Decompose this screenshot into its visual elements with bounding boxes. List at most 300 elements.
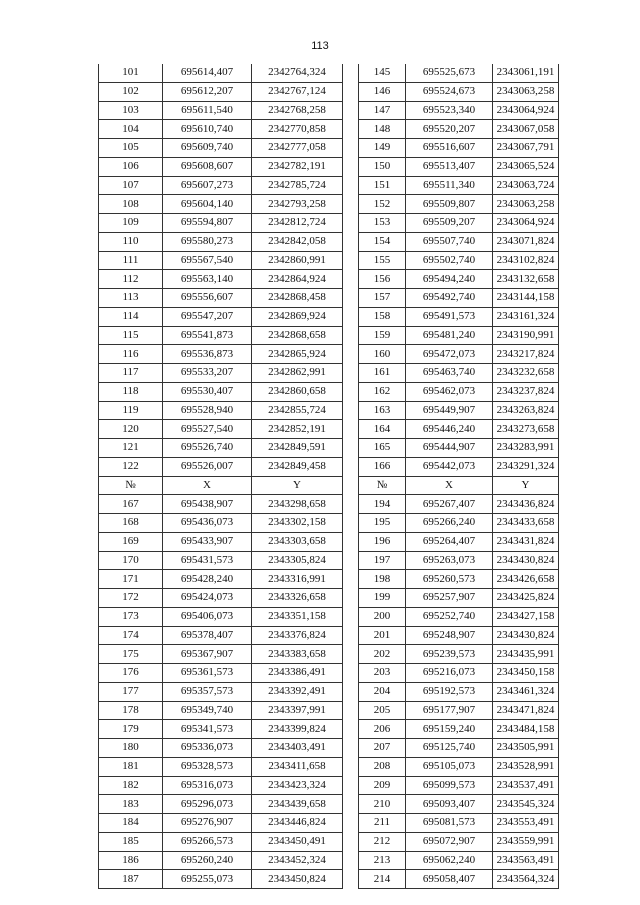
number-header: № — [99, 476, 163, 495]
y-coordinate-cell: 2343430,824 — [493, 626, 559, 645]
x-coordinate-cell: 695159,240 — [406, 720, 493, 739]
point-number-cell: 162 — [359, 382, 406, 401]
y-coordinate-cell: 2343316,991 — [252, 570, 343, 589]
point-number-cell: 158 — [359, 307, 406, 326]
column-gap — [343, 664, 359, 683]
table-row — [99, 420, 559, 439]
column-gap — [343, 626, 359, 645]
point-number-cell: 107 — [99, 176, 163, 195]
x-coordinate-cell: 695547,207 — [163, 307, 252, 326]
x-coordinate-cell: 695093,407 — [406, 795, 493, 814]
y-coordinate-cell: 2342865,924 — [252, 345, 343, 364]
x-coordinate-cell: 695266,240 — [406, 514, 493, 533]
table-row — [99, 626, 559, 645]
table-row — [99, 851, 559, 870]
y-coordinate-cell: 2342860,658 — [252, 382, 343, 401]
column-gap — [343, 251, 359, 270]
y-coordinate-cell: 2343452,324 — [252, 851, 343, 870]
y-coordinate-cell: 2343303,658 — [252, 532, 343, 551]
point-number-cell: 112 — [99, 270, 163, 289]
x-coordinate-cell: 695462,073 — [406, 382, 493, 401]
x-coordinate-cell: 695610,740 — [163, 120, 252, 139]
y-coordinate-cell: 2343430,824 — [493, 551, 559, 570]
y-coordinate-cell: 2343450,491 — [252, 832, 343, 851]
y-coordinate-cell: 2343425,824 — [493, 589, 559, 608]
point-number-cell: 171 — [99, 570, 163, 589]
page-number: 113 — [311, 40, 329, 52]
y-coordinate-cell: 2343471,824 — [493, 701, 559, 720]
column-gap — [343, 439, 359, 458]
x-coordinate-cell: 695081,573 — [406, 814, 493, 833]
column-gap — [343, 326, 359, 345]
x-coordinate-cell: 695594,807 — [163, 214, 252, 233]
x-coordinate-cell: 695520,207 — [406, 120, 493, 139]
x-coordinate-cell: 695367,907 — [163, 645, 252, 664]
y-coordinate-cell: 2343232,658 — [493, 364, 559, 383]
y-coordinate-cell: 2343397,991 — [252, 701, 343, 720]
x-coordinate-cell: 695424,073 — [163, 589, 252, 608]
y-coordinate-cell: 2343061,191 — [493, 64, 559, 82]
column-gap — [343, 364, 359, 383]
point-number-cell: 117 — [99, 364, 163, 383]
table-row — [99, 401, 559, 420]
table-row — [99, 382, 559, 401]
x-coordinate-cell: 695563,140 — [163, 270, 252, 289]
y-coordinate-cell: 2343237,824 — [493, 382, 559, 401]
y-header: Y — [252, 476, 343, 495]
column-gap — [343, 120, 359, 139]
point-number-cell: 106 — [99, 157, 163, 176]
x-coordinate-cell: 695378,407 — [163, 626, 252, 645]
column-gap — [343, 607, 359, 626]
y-coordinate-cell: 2343553,491 — [493, 814, 559, 833]
y-coordinate-cell: 2343450,158 — [493, 664, 559, 683]
point-number-cell: 182 — [99, 776, 163, 795]
column-gap — [343, 345, 359, 364]
x-coordinate-cell: 695612,207 — [163, 82, 252, 101]
point-number-cell: 152 — [359, 195, 406, 214]
point-number-cell: 185 — [99, 832, 163, 851]
y-coordinate-cell: 2343217,824 — [493, 345, 559, 364]
column-gap — [343, 589, 359, 608]
x-coordinate-cell: 695567,540 — [163, 251, 252, 270]
y-coordinate-cell: 2343064,924 — [493, 214, 559, 233]
y-coordinate-cell: 2343144,158 — [493, 289, 559, 308]
y-coordinate-cell: 2343423,324 — [252, 776, 343, 795]
x-coordinate-cell: 695449,907 — [406, 401, 493, 420]
y-coordinate-cell: 2342812,724 — [252, 214, 343, 233]
y-coordinate-cell: 2342768,258 — [252, 101, 343, 120]
x-coordinate-cell: 695491,573 — [406, 307, 493, 326]
y-coordinate-cell: 2343298,658 — [252, 495, 343, 514]
point-number-cell: 212 — [359, 832, 406, 851]
x-coordinate-cell: 695252,740 — [406, 607, 493, 626]
point-number-cell: 198 — [359, 570, 406, 589]
x-coordinate-cell: 695614,407 — [163, 64, 252, 82]
x-coordinate-cell: 695481,240 — [406, 326, 493, 345]
y-coordinate-cell: 2343326,658 — [252, 589, 343, 608]
point-number-cell: 119 — [99, 401, 163, 420]
column-gap — [343, 476, 359, 495]
y-coordinate-cell: 2342849,458 — [252, 457, 343, 476]
table-row — [99, 551, 559, 570]
x-coordinate-cell: 695316,073 — [163, 776, 252, 795]
y-coordinate-cell: 2342782,191 — [252, 157, 343, 176]
table-row — [99, 251, 559, 270]
point-number-cell: 186 — [99, 851, 163, 870]
y-coordinate-cell: 2343190,991 — [493, 326, 559, 345]
y-coordinate-cell: 2342852,191 — [252, 420, 343, 439]
x-coordinate-cell: 695239,573 — [406, 645, 493, 664]
y-coordinate-cell: 2343399,824 — [252, 720, 343, 739]
table-row — [99, 495, 559, 514]
x-coordinate-cell: 695541,873 — [163, 326, 252, 345]
point-number-cell: 154 — [359, 232, 406, 251]
column-gap — [343, 814, 359, 833]
y-coordinate-cell: 2343063,258 — [493, 195, 559, 214]
table-row — [99, 645, 559, 664]
y-coordinate-cell: 2343564,324 — [493, 870, 559, 889]
point-number-cell: 203 — [359, 664, 406, 683]
x-coordinate-cell: 695507,740 — [406, 232, 493, 251]
x-coordinate-cell: 695513,407 — [406, 157, 493, 176]
point-number-cell: 153 — [359, 214, 406, 233]
point-number-cell: 150 — [359, 157, 406, 176]
y-coordinate-cell: 2342869,924 — [252, 307, 343, 326]
point-number-cell: 176 — [99, 664, 163, 683]
x-header: X — [406, 476, 493, 495]
column-gap — [343, 64, 359, 82]
x-coordinate-cell: 695533,207 — [163, 364, 252, 383]
x-coordinate-cell: 695255,073 — [163, 870, 252, 889]
point-number-cell: 149 — [359, 139, 406, 158]
x-coordinate-cell: 695357,573 — [163, 682, 252, 701]
y-coordinate-cell: 2343161,324 — [493, 307, 559, 326]
x-coordinate-cell: 695267,407 — [406, 495, 493, 514]
x-coordinate-cell: 695527,540 — [163, 420, 252, 439]
column-gap — [343, 532, 359, 551]
column-gap — [343, 157, 359, 176]
y-coordinate-cell: 2343071,824 — [493, 232, 559, 251]
point-number-cell: 178 — [99, 701, 163, 720]
y-coordinate-cell: 2342770,858 — [252, 120, 343, 139]
table-row — [99, 326, 559, 345]
point-number-cell: 170 — [99, 551, 163, 570]
point-number-cell: 164 — [359, 420, 406, 439]
y-coordinate-cell: 2343563,491 — [493, 851, 559, 870]
x-coordinate-cell: 695263,073 — [406, 551, 493, 570]
x-coordinate-cell: 695257,907 — [406, 589, 493, 608]
y-coordinate-cell: 2343528,991 — [493, 757, 559, 776]
column-gap — [343, 289, 359, 308]
point-number-cell: 211 — [359, 814, 406, 833]
point-number-cell: 148 — [359, 120, 406, 139]
y-coordinate-cell: 2343067,791 — [493, 139, 559, 158]
point-number-cell: 209 — [359, 776, 406, 795]
point-number-cell: 111 — [99, 251, 163, 270]
point-number-cell: 115 — [99, 326, 163, 345]
column-gap — [343, 270, 359, 289]
point-number-cell: 103 — [99, 101, 163, 120]
point-number-cell: 168 — [99, 514, 163, 533]
point-number-cell: 108 — [99, 195, 163, 214]
table-row — [99, 776, 559, 795]
table-row — [99, 64, 559, 82]
point-number-cell: 151 — [359, 176, 406, 195]
point-number-cell: 207 — [359, 739, 406, 758]
point-number-cell: 159 — [359, 326, 406, 345]
y-coordinate-cell: 2343431,824 — [493, 532, 559, 551]
point-number-cell: 214 — [359, 870, 406, 889]
y-coordinate-cell: 2343559,991 — [493, 832, 559, 851]
x-coordinate-cell: 695472,073 — [406, 345, 493, 364]
point-number-cell: 101 — [99, 64, 163, 82]
x-coordinate-cell: 695526,740 — [163, 439, 252, 458]
y-coordinate-cell: 2342842,058 — [252, 232, 343, 251]
point-number-cell: 118 — [99, 382, 163, 401]
x-coordinate-cell: 695428,240 — [163, 570, 252, 589]
x-coordinate-cell: 695438,907 — [163, 495, 252, 514]
table-row — [99, 120, 559, 139]
y-coordinate-cell: 2343273,658 — [493, 420, 559, 439]
table-row — [99, 457, 559, 476]
x-coordinate-cell: 695296,073 — [163, 795, 252, 814]
y-coordinate-cell: 2343411,658 — [252, 757, 343, 776]
table-row — [99, 757, 559, 776]
x-coordinate-cell: 695177,907 — [406, 701, 493, 720]
y-coordinate-cell: 2343376,824 — [252, 626, 343, 645]
point-number-cell: 205 — [359, 701, 406, 720]
x-coordinate-cell: 695607,273 — [163, 176, 252, 195]
x-coordinate-cell: 695526,007 — [163, 457, 252, 476]
point-number-cell: 196 — [359, 532, 406, 551]
table-row — [99, 307, 559, 326]
x-coordinate-cell: 695099,573 — [406, 776, 493, 795]
x-coordinate-cell: 695192,573 — [406, 682, 493, 701]
point-number-cell: 204 — [359, 682, 406, 701]
table-row — [99, 195, 559, 214]
table-row — [99, 101, 559, 120]
y-coordinate-cell: 2343505,991 — [493, 739, 559, 758]
y-coordinate-cell: 2343484,158 — [493, 720, 559, 739]
x-coordinate-cell: 695511,340 — [406, 176, 493, 195]
y-coordinate-cell: 2342855,724 — [252, 401, 343, 420]
column-gap — [343, 307, 359, 326]
y-coordinate-cell: 2343426,658 — [493, 570, 559, 589]
table-row — [99, 570, 559, 589]
y-coordinate-cell: 2342868,658 — [252, 326, 343, 345]
x-coordinate-cell: 695492,740 — [406, 289, 493, 308]
column-gap — [343, 176, 359, 195]
column-gap — [343, 401, 359, 420]
point-number-cell: 199 — [359, 589, 406, 608]
point-number-cell: 113 — [99, 289, 163, 308]
column-gap — [343, 382, 359, 401]
column-gap — [343, 514, 359, 533]
x-coordinate-cell: 695216,073 — [406, 664, 493, 683]
point-number-cell: 110 — [99, 232, 163, 251]
y-coordinate-cell: 2343351,158 — [252, 607, 343, 626]
x-coordinate-cell: 695444,907 — [406, 439, 493, 458]
y-coordinate-cell: 2343383,658 — [252, 645, 343, 664]
point-number-cell: 175 — [99, 645, 163, 664]
number-header: № — [359, 476, 406, 495]
point-number-cell: 160 — [359, 345, 406, 364]
point-number-cell: 210 — [359, 795, 406, 814]
table-row — [99, 289, 559, 308]
point-number-cell: 208 — [359, 757, 406, 776]
y-coordinate-cell: 2343450,824 — [252, 870, 343, 889]
column-gap — [343, 495, 359, 514]
point-number-cell: 163 — [359, 401, 406, 420]
x-coordinate-cell: 695509,807 — [406, 195, 493, 214]
column-gap — [343, 776, 359, 795]
table-row — [99, 345, 559, 364]
point-number-cell: 197 — [359, 551, 406, 570]
x-coordinate-cell: 695556,607 — [163, 289, 252, 308]
column-gap — [343, 701, 359, 720]
table-row — [99, 701, 559, 720]
point-number-cell: 147 — [359, 101, 406, 120]
y-coordinate-cell: 2343263,824 — [493, 401, 559, 420]
point-number-cell: 179 — [99, 720, 163, 739]
x-coordinate-cell: 695524,673 — [406, 82, 493, 101]
table-row — [99, 832, 559, 851]
y-coordinate-cell: 2342868,458 — [252, 289, 343, 308]
table-row — [99, 232, 559, 251]
point-number-cell: 161 — [359, 364, 406, 383]
y-coordinate-cell: 2343064,924 — [493, 101, 559, 120]
x-coordinate-cell: 695509,207 — [406, 214, 493, 233]
table-row — [99, 176, 559, 195]
x-coordinate-cell: 695516,607 — [406, 139, 493, 158]
table-row — [99, 795, 559, 814]
table-row — [99, 870, 559, 889]
x-coordinate-cell: 695058,407 — [406, 870, 493, 889]
y-coordinate-cell: 2343436,824 — [493, 495, 559, 514]
column-gap — [343, 457, 359, 476]
column-gap — [343, 139, 359, 158]
point-number-cell: 213 — [359, 851, 406, 870]
x-coordinate-cell: 695276,907 — [163, 814, 252, 833]
x-coordinate-cell: 695341,573 — [163, 720, 252, 739]
point-number-cell: 195 — [359, 514, 406, 533]
y-coordinate-cell: 2342864,924 — [252, 270, 343, 289]
y-coordinate-cell: 2342777,058 — [252, 139, 343, 158]
point-number-cell: 121 — [99, 439, 163, 458]
point-number-cell: 194 — [359, 495, 406, 514]
column-gap — [343, 645, 359, 664]
point-number-cell: 146 — [359, 82, 406, 101]
y-coordinate-cell: 2342849,591 — [252, 439, 343, 458]
x-coordinate-cell: 695494,240 — [406, 270, 493, 289]
point-number-cell: 145 — [359, 64, 406, 82]
x-coordinate-cell: 695609,740 — [163, 139, 252, 158]
y-coordinate-cell: 2343435,991 — [493, 645, 559, 664]
y-coordinate-cell: 2343302,158 — [252, 514, 343, 533]
column-gap — [343, 851, 359, 870]
y-coordinate-cell: 2343305,824 — [252, 551, 343, 570]
y-coordinate-cell: 2343446,824 — [252, 814, 343, 833]
table-row — [99, 814, 559, 833]
column-gap — [343, 739, 359, 758]
y-coordinate-cell: 2343063,258 — [493, 82, 559, 101]
table-row — [99, 514, 559, 533]
table-header-row — [99, 476, 559, 495]
point-number-cell: 169 — [99, 532, 163, 551]
y-coordinate-cell: 2342785,724 — [252, 176, 343, 195]
table-row — [99, 739, 559, 758]
point-number-cell: 187 — [99, 870, 163, 889]
column-gap — [343, 757, 359, 776]
coordinates-table — [98, 64, 559, 889]
point-number-cell: 167 — [99, 495, 163, 514]
point-number-cell: 180 — [99, 739, 163, 758]
point-number-cell: 102 — [99, 82, 163, 101]
x-coordinate-cell: 695604,140 — [163, 195, 252, 214]
table-row — [99, 270, 559, 289]
point-number-cell: 165 — [359, 439, 406, 458]
table-row — [99, 439, 559, 458]
column-gap — [343, 232, 359, 251]
y-coordinate-cell: 2343102,824 — [493, 251, 559, 270]
y-coordinate-cell: 2343283,991 — [493, 439, 559, 458]
column-gap — [343, 870, 359, 889]
x-coordinate-cell: 695431,573 — [163, 551, 252, 570]
y-coordinate-cell: 2342862,991 — [252, 364, 343, 383]
y-coordinate-cell: 2343439,658 — [252, 795, 343, 814]
table-row — [99, 157, 559, 176]
x-coordinate-cell: 695525,673 — [406, 64, 493, 82]
x-coordinate-cell: 695336,073 — [163, 739, 252, 758]
column-gap — [343, 682, 359, 701]
x-coordinate-cell: 695611,540 — [163, 101, 252, 120]
table-row — [99, 214, 559, 233]
point-number-cell: 122 — [99, 457, 163, 476]
table-row — [99, 82, 559, 101]
point-number-cell: 166 — [359, 457, 406, 476]
column-gap — [343, 82, 359, 101]
y-coordinate-cell: 2342860,991 — [252, 251, 343, 270]
point-number-cell: 173 — [99, 607, 163, 626]
y-header: Y — [493, 476, 559, 495]
y-coordinate-cell: 2343433,658 — [493, 514, 559, 533]
point-number-cell: 181 — [99, 757, 163, 776]
column-gap — [343, 720, 359, 739]
x-coordinate-cell: 695580,273 — [163, 232, 252, 251]
y-coordinate-cell: 2343132,658 — [493, 270, 559, 289]
y-coordinate-cell: 2343063,724 — [493, 176, 559, 195]
point-number-cell: 200 — [359, 607, 406, 626]
point-number-cell: 206 — [359, 720, 406, 739]
y-coordinate-cell: 2343386,491 — [252, 664, 343, 683]
y-coordinate-cell: 2343291,324 — [493, 457, 559, 476]
column-gap — [343, 795, 359, 814]
column-gap — [343, 832, 359, 851]
y-coordinate-cell: 2343067,058 — [493, 120, 559, 139]
point-number-cell: 156 — [359, 270, 406, 289]
x-coordinate-cell: 695125,740 — [406, 739, 493, 758]
y-coordinate-cell: 2343403,491 — [252, 739, 343, 758]
point-number-cell: 120 — [99, 420, 163, 439]
x-coordinate-cell: 695062,240 — [406, 851, 493, 870]
point-number-cell: 109 — [99, 214, 163, 233]
point-number-cell: 157 — [359, 289, 406, 308]
point-number-cell: 155 — [359, 251, 406, 270]
y-coordinate-cell: 2343065,524 — [493, 157, 559, 176]
point-number-cell: 116 — [99, 345, 163, 364]
x-coordinate-cell: 695463,740 — [406, 364, 493, 383]
